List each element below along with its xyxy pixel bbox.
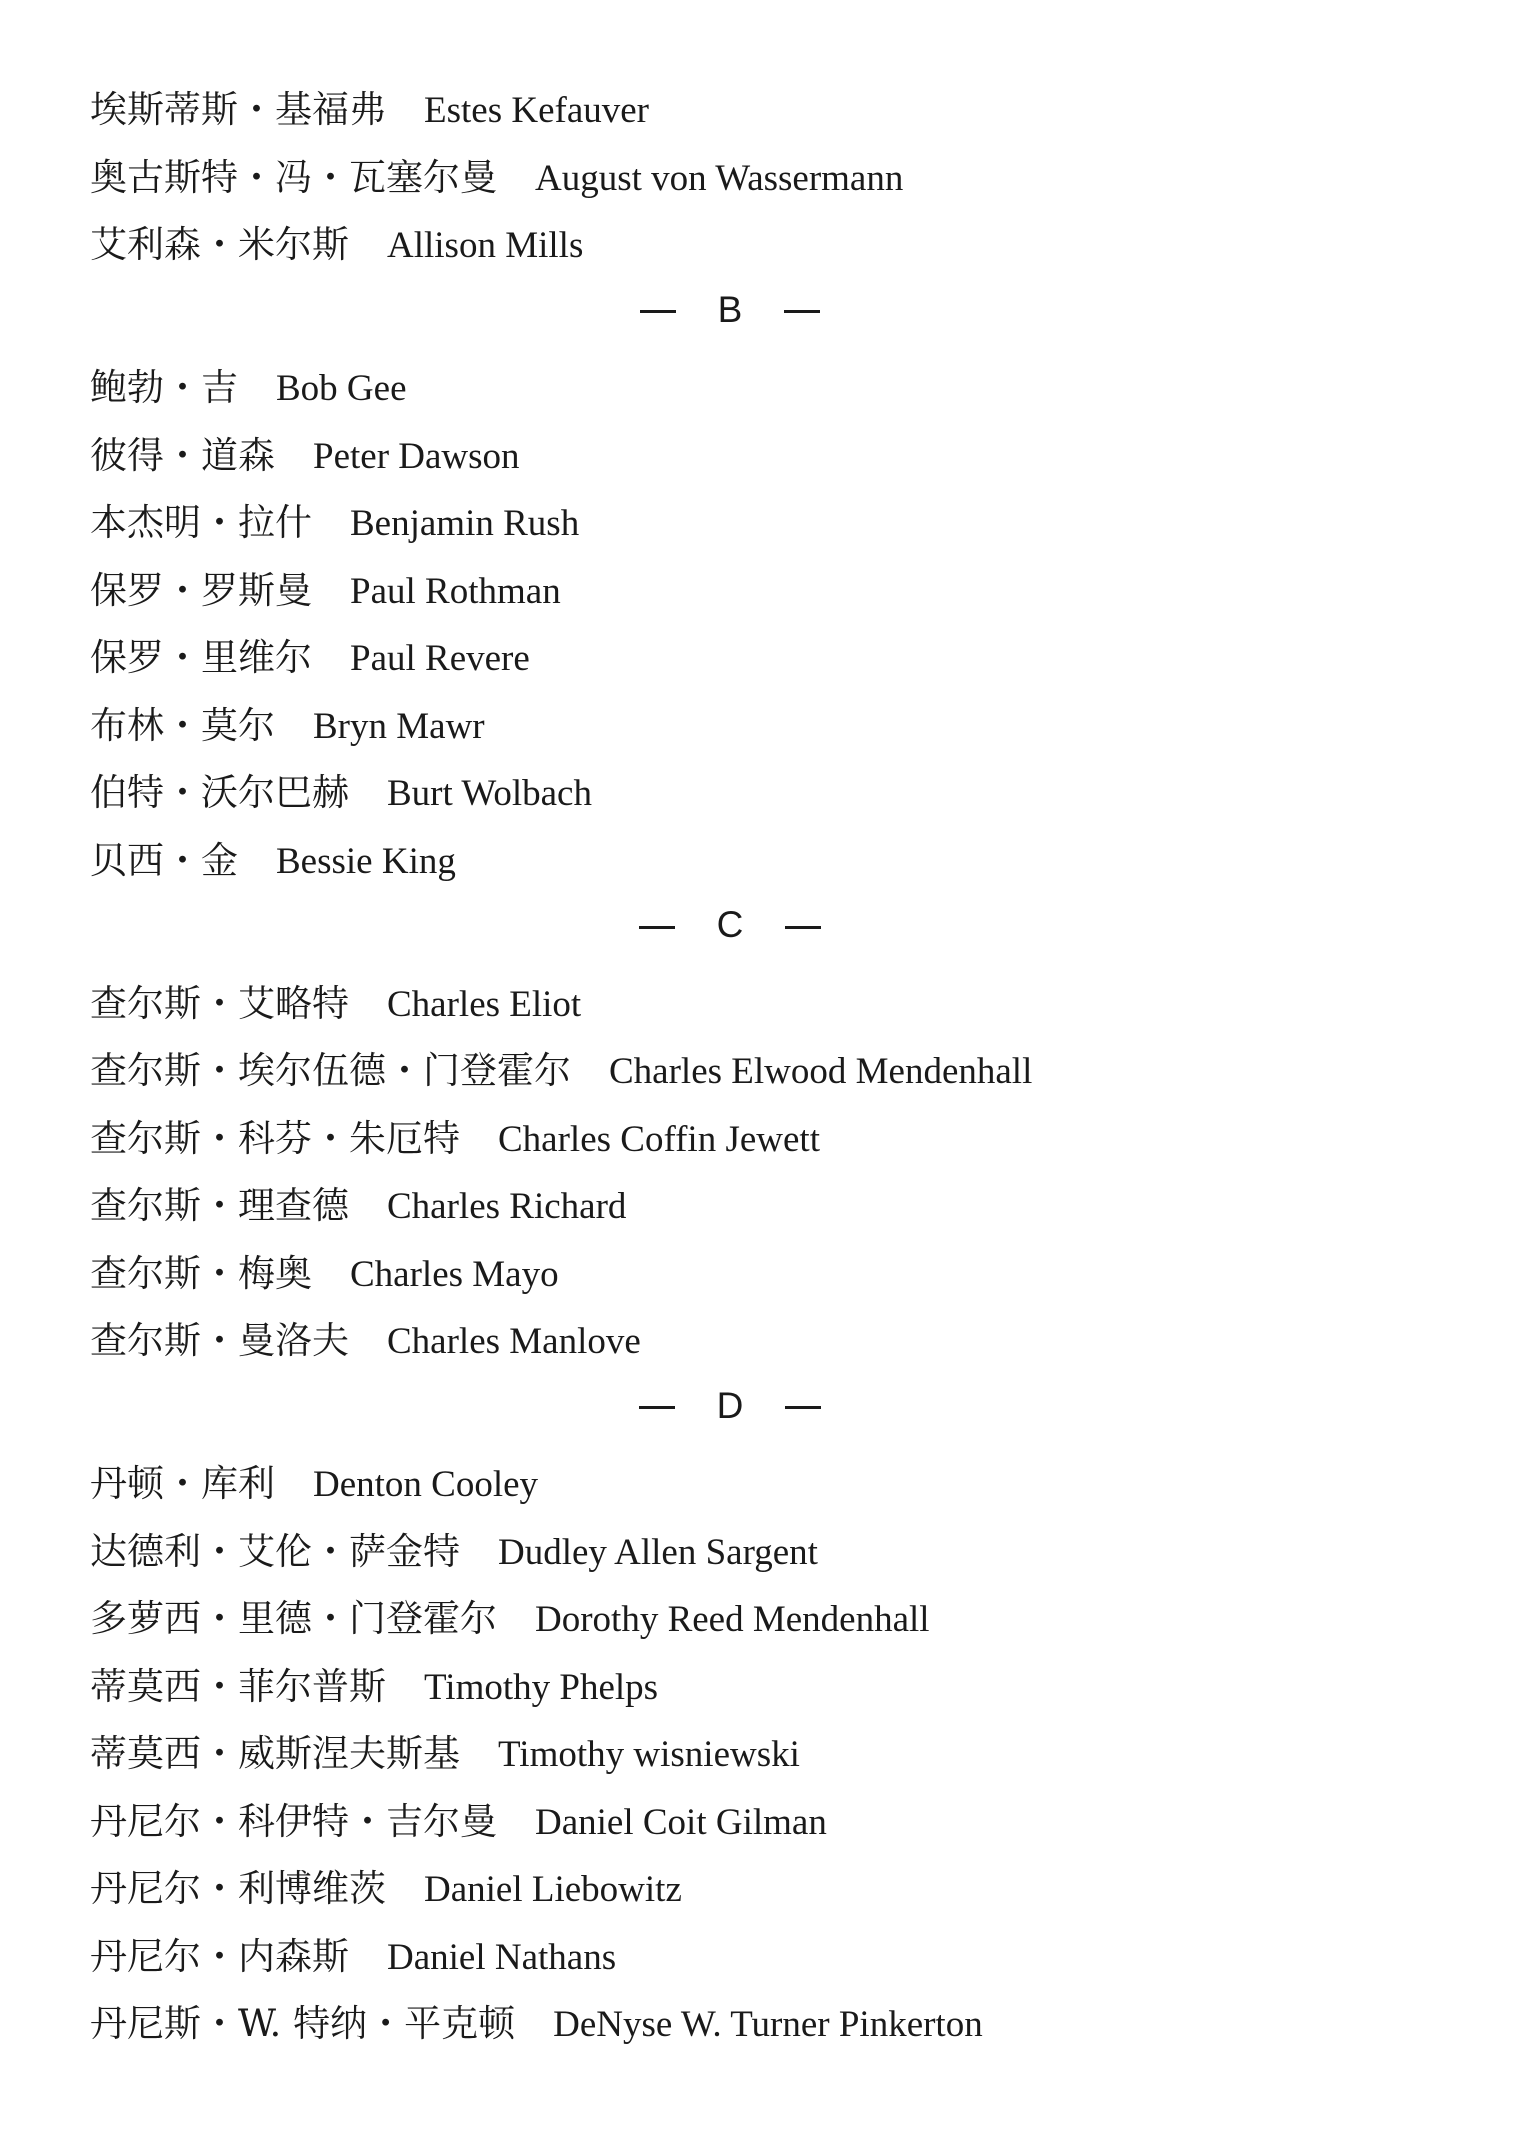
name-entry <box>90 363 407 413</box>
english-name: Charles Coffin Jewett <box>498 1118 820 1160</box>
heading-dash-right <box>785 1406 821 1409</box>
english-name: Daniel Liebowitz <box>424 1869 682 1910</box>
english-name: Estes Kefauver <box>424 90 649 131</box>
heading-dash-right <box>784 310 820 313</box>
name-entry <box>90 768 592 818</box>
name-entry <box>90 1729 800 1779</box>
chinese-name: 查尔斯・曼洛夫 <box>90 1319 349 1362</box>
chinese-name: 丹尼尔・科伊特・吉尔曼 <box>90 1799 497 1843</box>
english-name: Dorothy Reed Mendenhall <box>535 1599 930 1640</box>
chinese-name: 多萝西・里德・门登霍尔 <box>90 1597 497 1640</box>
name-entry <box>90 1316 641 1366</box>
chinese-name: 鲍勃・吉 <box>90 366 238 409</box>
chinese-name: 埃斯蒂斯・基福弗 <box>90 88 386 131</box>
name-entry <box>90 979 581 1029</box>
english-name: Allison Mills <box>387 225 584 266</box>
section-letter: D <box>716 1384 744 1426</box>
name-entry <box>90 220 583 270</box>
english-name: Paul Rothman <box>350 570 561 612</box>
chinese-name: 丹尼尔・利博维茨 <box>90 1867 386 1910</box>
name-entry <box>90 1797 827 1847</box>
name-entry <box>90 1046 1032 1096</box>
chinese-name: 艾利森・米尔斯 <box>90 223 349 266</box>
english-name: Bryn Mawr <box>313 705 485 747</box>
chinese-name: 伯特・沃尔巴赫 <box>90 771 349 814</box>
english-name: August von Wassermann <box>535 157 904 199</box>
section-heading-d <box>0 1381 1460 1431</box>
name-entry <box>90 701 485 751</box>
chinese-name: 贝西・金 <box>90 838 238 882</box>
english-name: Bob Gee <box>276 368 407 409</box>
english-name: Paul Revere <box>350 638 530 679</box>
chinese-name: 蒂莫西・菲尔普斯 <box>90 1664 386 1708</box>
chinese-name: 丹尼斯・W. 特纳・平克顿 <box>90 2002 516 2045</box>
chinese-name: 布林・莫尔 <box>90 703 275 747</box>
name-entry <box>90 498 579 548</box>
name-entry <box>90 1932 616 1982</box>
english-name: Timothy wisniewski <box>498 1734 800 1775</box>
name-entry <box>90 1181 626 1231</box>
english-name: Benjamin Rush <box>350 503 580 544</box>
heading-dash-right <box>785 926 821 929</box>
english-name: Charles Eliot <box>387 983 582 1025</box>
chinese-name: 丹顿・库利 <box>90 1462 275 1505</box>
chinese-name: 彼得・道森 <box>90 433 275 477</box>
chinese-name: 奥古斯特・冯・瓦塞尔曼 <box>90 155 497 199</box>
chinese-name: 达德利・艾伦・萨金特 <box>90 1529 460 1573</box>
section-heading-b <box>0 285 1460 335</box>
chinese-name: 丹尼尔・内森斯 <box>90 1934 349 1978</box>
english-name: Charles Mayo <box>350 1253 559 1295</box>
name-entry <box>90 566 561 616</box>
english-name: Dudley Allen Sargent <box>498 1531 818 1573</box>
english-name: Daniel Nathans <box>387 1936 617 1978</box>
chinese-name: 保罗・罗斯曼 <box>90 568 312 612</box>
name-entry <box>90 1114 820 1164</box>
name-entry <box>90 431 520 481</box>
name-entry <box>90 1999 983 2049</box>
name-entry <box>90 1662 658 1712</box>
chinese-name: 查尔斯・理查德 <box>90 1184 349 1227</box>
section-heading-c <box>0 900 1460 950</box>
name-entry <box>90 153 903 203</box>
name-entry <box>90 1249 559 1299</box>
name-entry <box>90 1459 538 1509</box>
name-entry <box>90 1594 930 1644</box>
english-name: Denton Cooley <box>313 1464 539 1505</box>
heading-dash-left <box>640 310 676 313</box>
section-letter: C <box>716 904 744 945</box>
chinese-name: 查尔斯・科芬・朱厄特 <box>90 1116 460 1160</box>
english-name: Timothy Phelps <box>424 1666 659 1708</box>
heading-dash-left <box>639 926 675 929</box>
chinese-name: 本杰明・拉什 <box>90 501 312 544</box>
chinese-name: 查尔斯・艾略特 <box>90 981 349 1025</box>
english-name: Peter Dawson <box>313 435 520 477</box>
english-name: Charles Manlove <box>387 1321 641 1362</box>
english-name: Charles Elwood Mendenhall <box>609 1051 1033 1092</box>
english-name: Charles Richard <box>387 1186 627 1227</box>
chinese-name: 保罗・里维尔 <box>90 636 312 679</box>
name-entry <box>90 1864 682 1914</box>
chinese-name: 蒂莫西・威斯涅夫斯基 <box>90 1732 460 1775</box>
name-entry <box>90 836 456 886</box>
chinese-name: 查尔斯・埃尔伍德・门登霍尔 <box>90 1049 571 1092</box>
name-entry <box>90 1527 818 1577</box>
english-name: DeNyse W. Turner Pinkerton <box>553 2004 983 2045</box>
english-name: Burt Wolbach <box>387 773 592 814</box>
name-entry <box>90 633 530 683</box>
chinese-name: 查尔斯・梅奥 <box>90 1251 312 1295</box>
name-entry <box>90 85 649 135</box>
heading-dash-left <box>639 1406 675 1409</box>
english-name: Bessie King <box>276 840 456 882</box>
section-letter: B <box>717 288 743 330</box>
english-name: Daniel Coit Gilman <box>535 1801 827 1843</box>
